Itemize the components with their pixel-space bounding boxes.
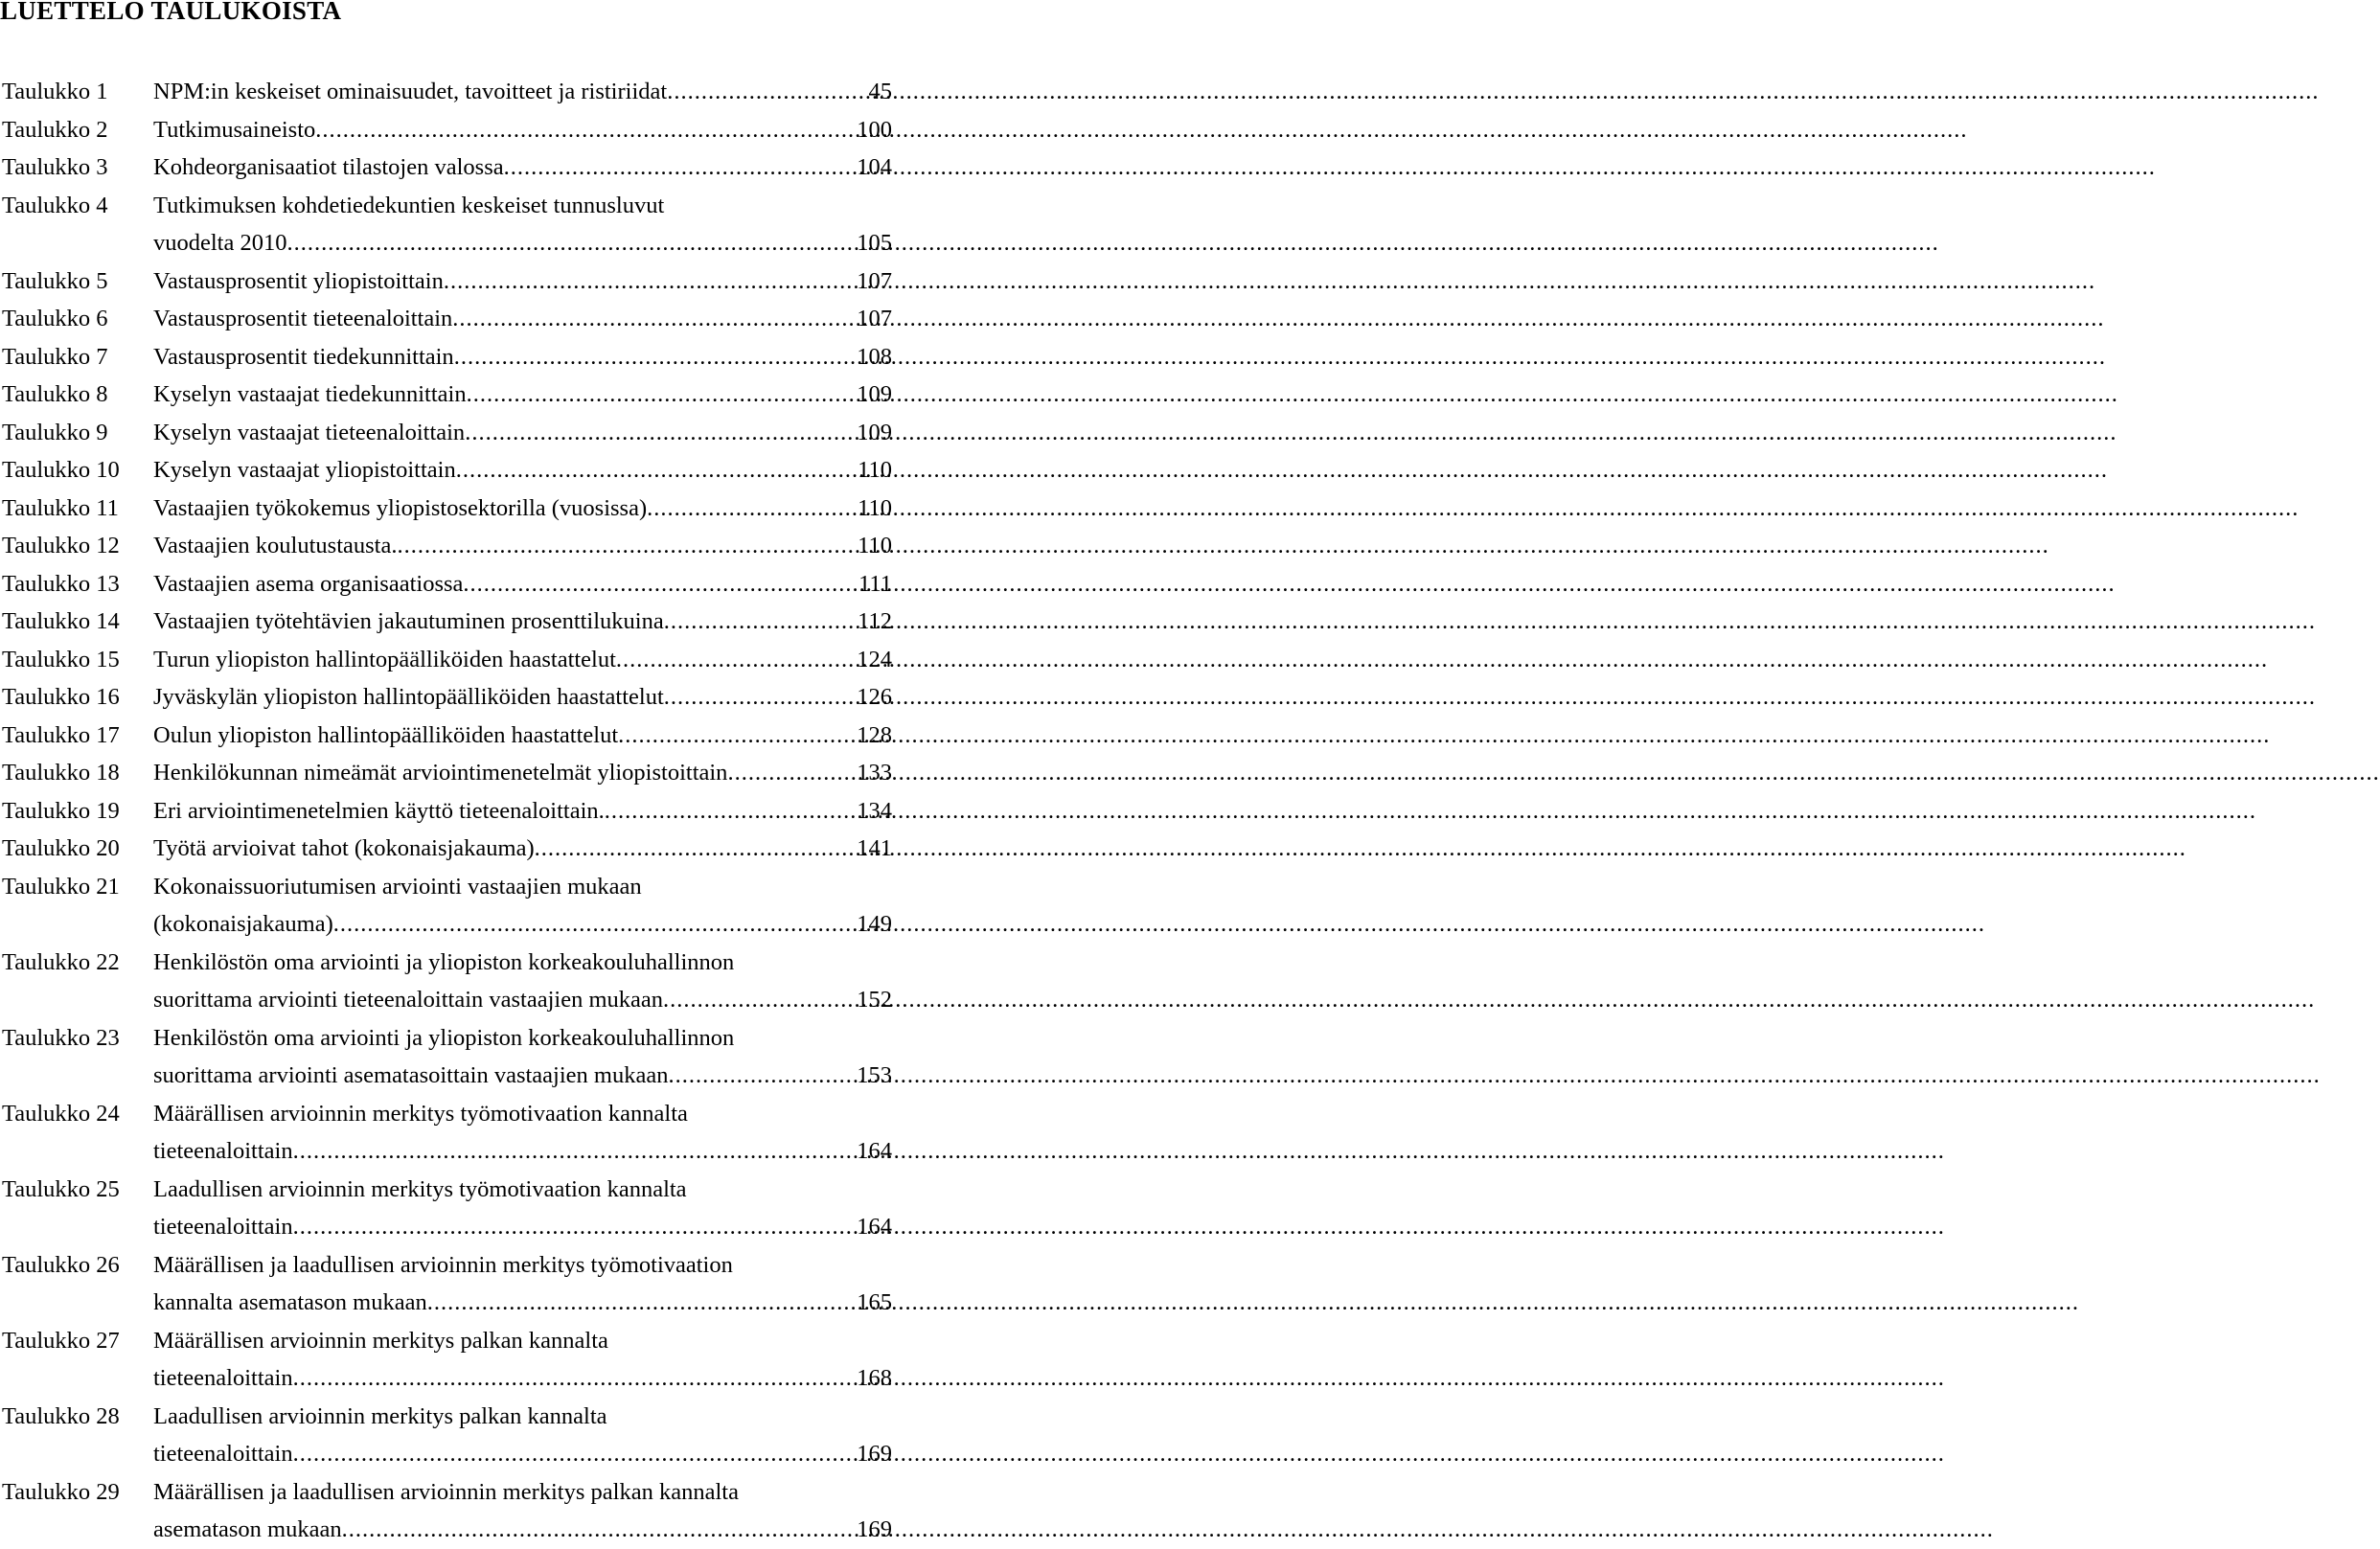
toc-entry-title: tieteenaloittain [153, 1138, 293, 1164]
dot-leader [667, 73, 864, 111]
toc-entry-page-number: 134 [857, 797, 892, 824]
toc-entry-title: Määrällisen ja laadullisen arvioinnin merkitys palkan kannalta [153, 1478, 739, 1505]
toc-entry[interactable] [2, 1473, 892, 1549]
toc-entry-title: Vastaajien työtehtävien jakautuminen prosenttilukuina [153, 608, 664, 634]
toc-entry-line [2, 905, 892, 944]
toc-entry-label: Taulukko 14 [2, 608, 120, 634]
dot-leader [444, 262, 853, 301]
dot-leader [456, 451, 854, 490]
toc-entry-title: Tutkimusaineisto [153, 116, 316, 143]
dot-leader [618, 717, 853, 755]
toc-entry-page-number: 168 [857, 1365, 892, 1391]
toc-entry-label: Taulukko 19 [2, 797, 120, 824]
toc-entry-title: Jyväskylän yliopiston hallintopäälliköiden haastattelut [153, 684, 664, 710]
toc-entry-page-number: 45 [868, 79, 892, 104]
toc-entry-line [2, 981, 892, 1019]
dot-leader [315, 111, 853, 149]
toc-entry-label: Taulukko 10 [2, 457, 120, 483]
dot-leader [397, 527, 854, 565]
toc-entry-label: Taulukko 15 [2, 646, 120, 672]
toc-entry-page-number: 107 [857, 306, 892, 331]
dot-leader [727, 754, 853, 792]
toc-entry-title: Kohdeorganisaatiot tilastojen valossa [153, 154, 504, 180]
toc-entry-line [2, 830, 892, 868]
toc-entry-label: Taulukko 21 [2, 873, 120, 900]
dot-leader [293, 1208, 854, 1246]
toc-entry[interactable] [2, 451, 892, 490]
toc-entry[interactable] [2, 1246, 892, 1322]
toc-entry-line [2, 1322, 892, 1360]
dot-leader [616, 641, 853, 679]
dot-leader [452, 300, 853, 338]
toc-entry-label: Taulukko 9 [2, 419, 108, 445]
dot-leader [535, 830, 854, 868]
toc-entry-title: Määrällisen arvioinnin merkitys palkan kannalta [153, 1327, 608, 1354]
toc-entry[interactable] [2, 1322, 892, 1398]
dot-leader [463, 565, 855, 604]
toc-entry-page-number: 110 [858, 457, 892, 483]
toc-entry-label: Taulukko 25 [2, 1175, 120, 1202]
toc-entry-line [2, 73, 892, 111]
toc-entry-label: Taulukko 12 [2, 533, 120, 558]
toc-entry-label: Taulukko 28 [2, 1402, 120, 1429]
toc-entry-title: Tutkimuksen kohdetiedekuntien keskeiset tunnusluvut [153, 192, 665, 218]
toc-entry-label: Taulukko 16 [2, 684, 120, 710]
dot-leader [293, 1435, 854, 1473]
toc-entry-page-number: 152 [857, 987, 892, 1013]
toc-entry[interactable] [2, 603, 892, 641]
toc-entry-title: Kyselyn vastaajat tieteenaloittain [153, 419, 466, 445]
toc-entry[interactable] [2, 1398, 892, 1473]
toc-entry-line [2, 565, 892, 604]
dot-leader [504, 148, 854, 187]
toc-entry-page-number: 111 [858, 570, 892, 597]
toc-entry[interactable] [2, 338, 892, 376]
toc-entry-line [2, 678, 892, 717]
toc-entry-line [2, 376, 892, 414]
toc-entry-line [2, 1019, 892, 1058]
toc-entry-line [2, 603, 892, 641]
toc-entry-line [2, 527, 892, 565]
toc-entry-label: Taulukko 4 [2, 192, 108, 218]
toc-entry-title: Kyselyn vastaajat yliopistoittain [153, 457, 456, 483]
toc-entry[interactable] [2, 792, 892, 831]
toc-entry-title: Oulun yliopiston hallintopäälliköiden haastattelut [153, 721, 619, 748]
toc-entry[interactable] [2, 262, 892, 301]
toc-entry-line [2, 868, 892, 906]
toc-entry-line [2, 1208, 892, 1246]
toc-entry[interactable] [2, 565, 892, 604]
toc-entry-page-number: 164 [857, 1214, 892, 1240]
toc-entry-line [2, 224, 892, 262]
toc-entry-line [2, 451, 892, 490]
toc-entry-title: suorittama arviointi tieteenaloittain vastaajien mukaan [153, 987, 664, 1013]
toc-entry[interactable] [2, 1095, 892, 1171]
toc-entry-page-number: 164 [857, 1138, 892, 1164]
toc-entry-line [2, 338, 892, 376]
toc-entry-title: Vastausprosentit tiedekunnittain [153, 343, 454, 370]
toc-entry-line [2, 792, 892, 831]
toc-entry-label: Taulukko 24 [2, 1100, 120, 1127]
dot-leader [293, 1359, 854, 1398]
toc-entry-title: Laadullisen arvioinnin merkitys palkan kannalta [153, 1402, 607, 1429]
toc-entry-line [2, 1284, 892, 1322]
toc-entry[interactable] [2, 717, 892, 755]
toc-entry-line [2, 1511, 892, 1549]
toc-entry[interactable] [2, 868, 892, 944]
toc-entry-page-number: 108 [857, 343, 892, 370]
toc-entry-label: Taulukko 29 [2, 1478, 120, 1505]
dot-leader [663, 981, 853, 1019]
toc-entry-title: Vastausprosentit yliopistoittain [153, 267, 444, 294]
toc-entry-page-number: 109 [857, 381, 892, 407]
toc-entry-page-number: 100 [857, 116, 892, 143]
toc-entry-label: Taulukko 7 [2, 343, 108, 370]
toc-entry-label: Taulukko 17 [2, 721, 120, 748]
toc-entry[interactable] [2, 187, 892, 262]
toc-entry-title: tieteenaloittain [153, 1214, 293, 1240]
toc-entry-page-number: 141 [857, 835, 892, 861]
toc-entry[interactable] [2, 754, 892, 792]
toc-entry-line [2, 1435, 892, 1473]
toc-entry-title: Määrällisen ja laadullisen arvioinnin merkitys työmotivaation [153, 1251, 733, 1278]
toc-entry[interactable] [2, 73, 892, 111]
toc-entry-title: Henkilöstön oma arviointi ja yliopiston korkeakouluhallinnon [153, 1024, 735, 1051]
toc-entry-page-number: 104 [857, 154, 892, 180]
toc-entry-title: Kyselyn vastaajat tiedekunnittain [153, 381, 467, 407]
toc-entry-title: vuodelta 2010 [153, 230, 287, 256]
dot-leader [293, 1132, 854, 1171]
toc-entry-label: Taulukko 22 [2, 948, 120, 975]
toc-entry-line [2, 490, 892, 528]
toc-entry-label: Taulukko 6 [2, 306, 108, 331]
toc-entry-title: tieteenaloittain [153, 1441, 293, 1467]
toc-entry[interactable] [2, 944, 892, 1019]
toc-entry-title: Eri arviointimenetelmien käyttö tieteenaloittain. [153, 797, 605, 824]
dot-leader [647, 490, 854, 528]
toc-entry-line [2, 944, 892, 982]
toc-entry-page-number: 149 [857, 911, 892, 937]
toc-entry-line [2, 414, 892, 452]
dot-leader [333, 905, 853, 944]
toc-entry-label: Taulukko 23 [2, 1024, 120, 1051]
dot-leader [287, 224, 854, 262]
toc-entry[interactable] [2, 148, 892, 187]
toc-entry[interactable] [2, 641, 892, 679]
toc-entry[interactable] [2, 490, 892, 528]
toc-entry-page-number: 153 [857, 1062, 892, 1088]
toc-entry-line [2, 111, 892, 149]
toc-entry-line [2, 717, 892, 755]
toc-entry-line [2, 1246, 892, 1285]
toc-entry[interactable] [2, 678, 892, 717]
toc-entry-label: Taulukko 27 [2, 1327, 120, 1354]
toc-entry-line [2, 754, 892, 792]
toc-entry[interactable] [2, 830, 892, 868]
dot-leader [454, 338, 854, 376]
toc-entry-title: Henkilökunnan nimeämät arviointimenetelmät yliopistoittain [153, 760, 728, 786]
toc-entry-label: Taulukko 20 [2, 835, 120, 861]
dot-leader [427, 1284, 854, 1322]
toc-entry-title: Kokonaissuoriutumisen arviointi vastaajien mukaan [153, 873, 642, 900]
toc-entry-title: suorittama arviointi asematasoittain vastaajien mukaan [153, 1062, 669, 1088]
toc-entry-line [2, 1132, 892, 1171]
toc-entry[interactable] [2, 111, 892, 149]
toc-entry-page-number: 169 [857, 1441, 892, 1467]
toc-entry-title: Vastaajien työkokemus yliopistosektorilla (vuosissa) [153, 494, 648, 521]
dot-leader [605, 792, 853, 831]
toc-entry-label: Taulukko 26 [2, 1251, 120, 1278]
dot-leader [664, 678, 853, 717]
toc-entry-label: Taulukko 18 [2, 760, 120, 786]
toc-entry[interactable] [2, 1171, 892, 1246]
dot-leader [342, 1511, 854, 1549]
toc-entry-page-number: 110 [858, 533, 892, 558]
toc-entry[interactable] [2, 300, 892, 338]
dot-leader [465, 414, 853, 452]
dot-leader [467, 376, 854, 414]
toc-entry-page-number: 126 [857, 684, 892, 710]
toc-entry-label: Taulukko 13 [2, 570, 120, 597]
toc-entry-page-number: 169 [857, 1516, 892, 1542]
toc-entry[interactable] [2, 376, 892, 414]
toc-entry-label: Taulukko 5 [2, 267, 108, 294]
table-of-tables-list [2, 73, 892, 1549]
toc-entry-page-number: 105 [857, 230, 892, 256]
toc-entry-page-number: 165 [857, 1289, 892, 1315]
toc-entry-label: Taulukko 8 [2, 381, 108, 407]
toc-entry-line [2, 1057, 892, 1095]
toc-entry-page-number: 133 [857, 760, 892, 786]
toc-entry-label: Taulukko 1 [2, 79, 108, 104]
toc-entry-label: Taulukko 3 [2, 154, 108, 180]
toc-entry-line [2, 148, 892, 187]
toc-entry-line [2, 1171, 892, 1209]
toc-entry-page-number: 110 [858, 494, 892, 521]
toc-entry-title: asematason mukaan [153, 1516, 342, 1542]
toc-entry-page-number: 112 [858, 608, 892, 634]
toc-entry-line [2, 1359, 892, 1398]
toc-entry-title: Henkilöstön oma arviointi ja yliopiston korkeakouluhallinnon [153, 948, 735, 975]
toc-entry-title: Vastausprosentit tieteenaloittain [153, 306, 453, 331]
toc-entry-page-number: 109 [857, 419, 892, 445]
toc-entry-page-number: 128 [857, 721, 892, 748]
toc-entry-title: Työtä arvioivat tahot (kokonaisjakauma) [153, 835, 535, 861]
toc-entry-label: Taulukko 11 [2, 494, 119, 521]
dot-leader [668, 1057, 853, 1095]
toc-entry-page-number: 124 [857, 646, 892, 672]
toc-entry-line [2, 1095, 892, 1133]
toc-entry-title: Vastaajien asema organisaatiossa [153, 570, 464, 597]
toc-entry-title: Määrällisen arvioinnin merkitys työmotivaation kannalta [153, 1100, 688, 1127]
toc-entry-title: tieteenaloittain [153, 1365, 293, 1391]
toc-entry-line [2, 300, 892, 338]
toc-entry[interactable] [2, 414, 892, 452]
toc-entry-title: NPM:in keskeiset ominaisuudet, tavoitteet ja ristiriidat [153, 79, 668, 104]
toc-entry-page-number: 107 [857, 267, 892, 294]
toc-entry-title: Turun yliopiston hallintopäälliköiden haastattelut [153, 646, 616, 672]
toc-entry-label: Taulukko 2 [2, 116, 108, 143]
toc-entry-line [2, 1473, 892, 1512]
toc-entry-title: Vastaajien koulutustausta. [153, 533, 398, 558]
toc-entry-line [2, 262, 892, 301]
toc-entry-line [2, 187, 892, 225]
page-title: LUETTELO TAULUKOISTA [0, 0, 342, 25]
toc-entry-title: Laadullisen arvioinnin merkitys työmotivaation kannalta [153, 1175, 687, 1202]
toc-entry[interactable] [2, 1019, 892, 1095]
toc-entry-title: (kokonaisjakauma) [153, 911, 333, 937]
dot-leader [664, 603, 854, 641]
toc-entry-line [2, 1398, 892, 1436]
toc-entry[interactable] [2, 527, 892, 565]
toc-entry-title: kannalta asematason mukaan [153, 1289, 427, 1315]
toc-entry-line [2, 641, 892, 679]
